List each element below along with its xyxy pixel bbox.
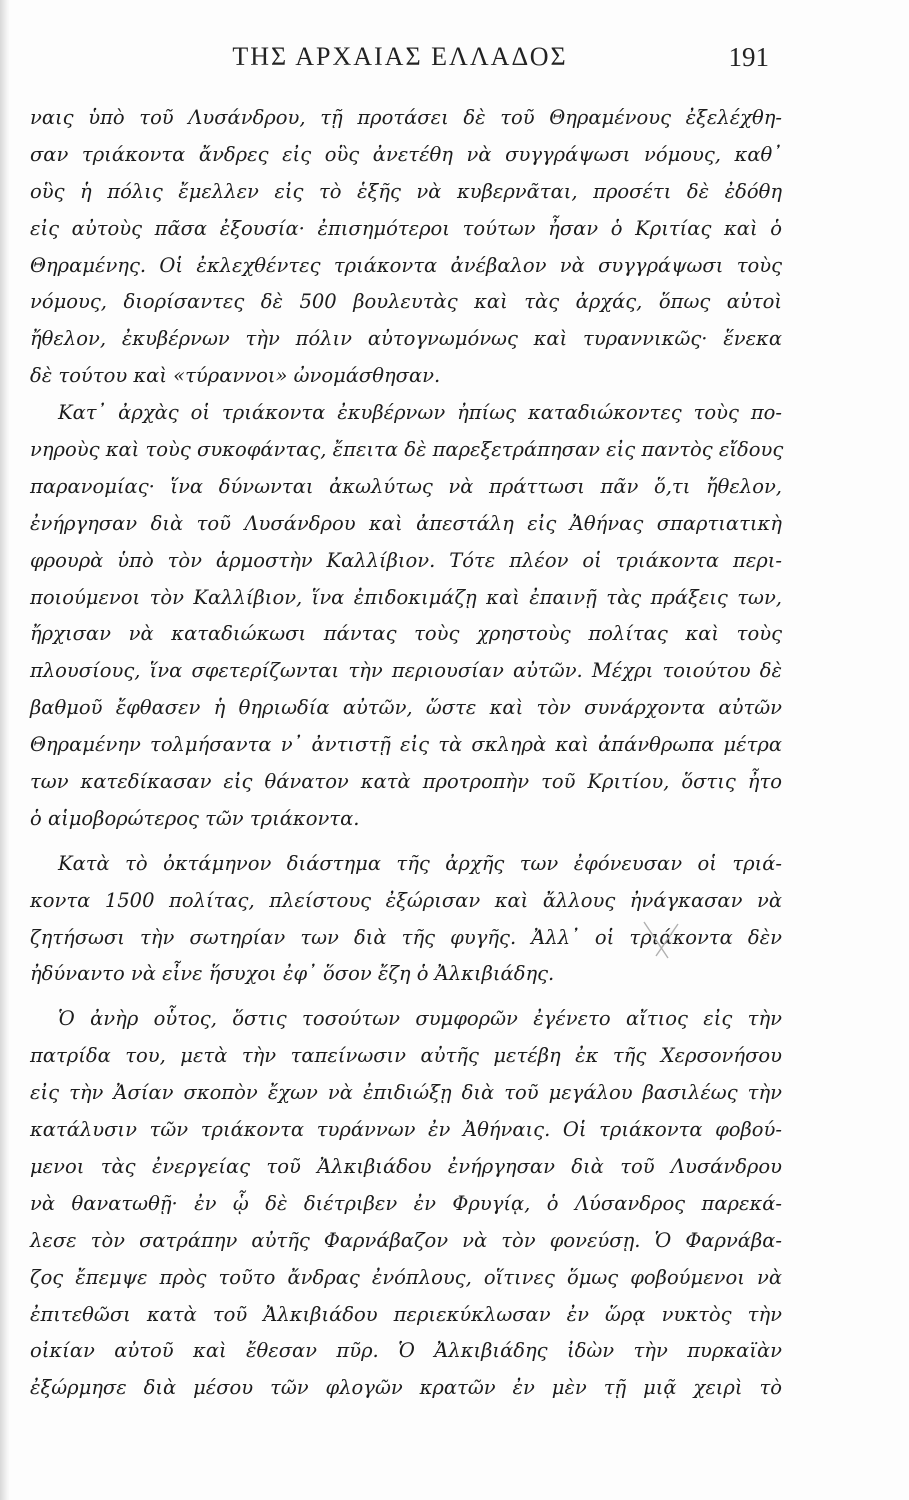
text-line: νόμους, διορίσαντες δὲ 500 βουλευτὰς καὶ τὰς ἀρχάς, ὅπως αὐτοὶ (30, 290, 782, 314)
text-line: Θηραμένης. Οἱ ἐκλεχθέντες τριάκοντα ἀνέβαλον νὰ συγγράψωσι τοὺς (30, 253, 782, 277)
page-number: 191 (728, 42, 769, 72)
text-line: νηροὺς καὶ τοὺς συκοφάντας, ἔπειτα δὲ παρεξετράπησαν εἰς παντὸς εἴδους (30, 438, 784, 462)
text-line: παρανομίας· ἵνα δύνωνται ἀκωλύτως νὰ πράττωσι πᾶν ὅ,τι ἤθελον, (30, 474, 782, 498)
body-text (30, 100, 782, 1407)
text-line: νὰ θανατωθῇ· ἐν ᾧ δὲ διέτριβεν ἐν Φρυγίᾳ, ὁ Λύσανδρος παρεκά- (30, 1191, 782, 1215)
text-line: βαθμοῦ ἔφθασεν ἡ θηριωδία αὐτῶν, ὥστε καὶ τὸν συνάρχοντα αὐτῶν (30, 696, 782, 720)
running-title: ΤΗΣ ΑΡΧΑΙΑΣ ΕΛΛΑΔΟΣ (232, 42, 568, 71)
text-line: ὁ αἱμοβορώτερος τῶν τριάκοντα. (30, 806, 360, 830)
text-line: ποιούμενοι τὸν Καλλίβιον, ἵνα ἐπιδοκιμάζῃ καὶ ἐπαινῇ τὰς πράξεις των, (30, 585, 782, 609)
text-line: μενοι τὰς ἐνεργείας τοῦ Ἀλκιβιάδου ἐνήργησαν διὰ τοῦ Λυσάνδρου (30, 1154, 782, 1178)
text-line: κατάλυσιν τῶν τριάκοντα τυράννων ἐν Ἀθήναις. Οἱ τριάκοντα φοβού- (30, 1118, 782, 1142)
text-line: Ὁ ἀνὴρ οὗτος, ὅστις τοσούτων συμφορῶν ἐγένετο αἴτιος εἰς τὴν (58, 1007, 782, 1031)
text-line: σαν τριάκοντα ἄνδρες εἰς οὓς ἀνετέθη νὰ συγγράψωσι νόμους, καθ᾿ (30, 142, 782, 166)
pencil-mark (638, 918, 684, 964)
text-line: ζητήσωσι τὴν σωτηρίαν των διὰ τῆς φυγῆς. Ἀλλ᾿ οἱ τριάκοντα δὲν (30, 925, 782, 949)
text-line: εἰς αὐτοὺς πᾶσα ἐξουσία· ἐπισημότεροι τούτων ἦσαν ὁ Κριτίας καὶ ὁ (30, 216, 782, 240)
text-line: ἤρχισαν νὰ καταδιώκωσι πάντας τοὺς χρηστοὺς πολίτας καὶ τοὺς (30, 622, 782, 646)
text-line: των κατεδίκασαν εἰς θάνατον κατὰ προτροπὴν τοῦ Κριτίου, ὅστις ἦτο (30, 770, 782, 794)
text-line: ἤθελον, ἐκυβέρνων τὴν πόλιν αὐτογνωμόνως καὶ τυραννικῶς· ἕνεκα (30, 327, 782, 351)
text-line: οὓς ἡ πόλις ἔμελλεν εἰς τὸ ἑξῆς νὰ κυβερνᾶται, προσέτι δὲ ἐδόθη (30, 179, 782, 203)
text-line: Κατὰ τὸ ὀκτάμηνον διάστημα τῆς ἀρχῆς των ἐφόνευσαν οἱ τριά- (58, 851, 782, 875)
text-line: λεσε τὸν σατράπην αὐτῆς Φαρνάβαζον νὰ τὸν φονεύσῃ. Ὁ Φαρνάβα- (30, 1228, 782, 1252)
text-line: κοντα 1500 πολίτας, πλείστους ἐξώρισαν καὶ ἄλλους ἠνάγκασαν νὰ (30, 888, 782, 912)
text-line: ζος ἔπεμψε πρὸς τοῦτο ἄνδρας ἐνόπλους, οἵτινες ὅμως φοβούμενοι νὰ (30, 1265, 782, 1289)
text-line: Κατ᾿ ἀρχὰς οἱ τριάκοντα ἐκυβέρνων ἠπίως καταδιώκοντες τοὺς πο- (58, 401, 782, 425)
text-line: Θηραμένην τολμήσαντα ν᾿ ἀντιστῇ εἰς τὰ σκληρὰ καὶ ἀπάνθρωπα μέτρα (30, 733, 782, 757)
text-line: φρουρὰ ὑπὸ τὸν ἁρμοστὴν Καλλίβιον. Τότε πλέον οἱ τριάκοντα περι- (30, 548, 782, 572)
binding-edge (0, 0, 10, 1500)
text-line: ἐξώρμησε διὰ μέσου τῶν φλογῶν κρατῶν ἐν μὲν τῇ μιᾷ χειρὶ τὸ (30, 1376, 782, 1400)
text-line: ἐπιτεθῶσι κατὰ τοῦ Ἀλκιβιάδου περιεκύκλωσαν ἐν ὥρᾳ νυκτὸς τὴν (30, 1302, 782, 1326)
paragraph-gap (30, 993, 782, 1001)
paragraph-gap (30, 838, 782, 846)
text-line: οἰκίαν αὐτοῦ καὶ ἔθεσαν πῦρ. Ὁ Ἀλκιβιάδης ἰδὼν τὴν πυρκαϊὰν (30, 1339, 782, 1363)
text-line: πλουσίους, ἵνα σφετερίζωνται τὴν περιουσίαν αὐτῶν. Μέχρι τοιούτου δὲ (30, 659, 782, 683)
paragraph-4 (30, 1001, 782, 1407)
running-head (0, 42, 909, 82)
text-line: πατρίδα του, μετὰ τὴν ταπείνωσιν αὐτῆς μετέβη ἐκ τῆς Χερσονήσου (30, 1044, 782, 1068)
paragraph-2 (30, 395, 782, 838)
text-line: ἐνήργησαν διὰ τοῦ Λυσάνδρου καὶ ἀπεστάλη εἰς Ἀθήνας σπαρτιατικὴ (30, 511, 782, 535)
text-line: ἠδύναντο νὰ εἶνε ἥσυχοι ἐφ᾿ ὅσον ἔζη ὁ Ἀλκιβιάδης. (30, 962, 555, 986)
text-line: ναις ὑπὸ τοῦ Λυσάνδρου, τῇ προτάσει δὲ τοῦ Θηραμένους ἐξελέχθη- (30, 106, 782, 129)
text-line: εἰς τὴν Ἀσίαν σκοπὸν ἔχων νὰ ἐπιδιώξῃ διὰ τοῦ μεγάλου βασιλέως τὴν (30, 1081, 782, 1105)
text-line: δὲ τούτου καὶ «τύραννοι» ὠνομάσθησαν. (30, 364, 441, 388)
paragraph-1 (30, 100, 782, 395)
